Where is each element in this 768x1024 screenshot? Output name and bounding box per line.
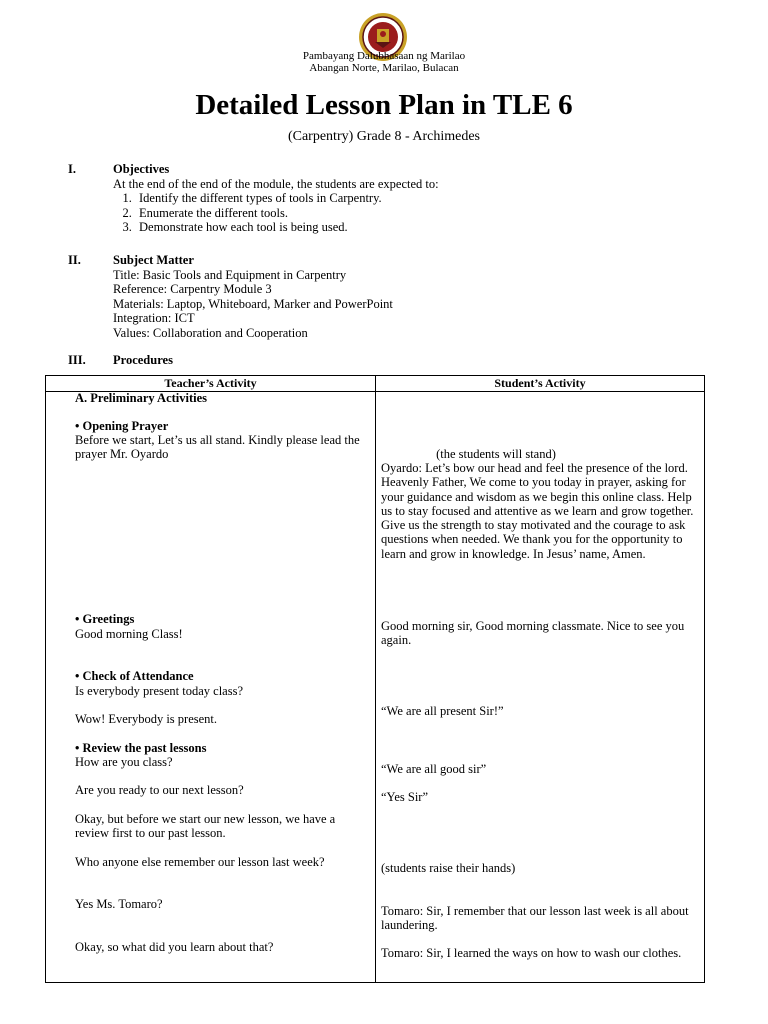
- review-yes: Yes Ms. Tomaro?: [75, 897, 163, 911]
- objectives-list: [113, 191, 728, 235]
- review-ready: Are you ready to our next lesson?: [75, 783, 244, 797]
- section-number: I.: [68, 162, 76, 176]
- oyardo-prayer: Oyardo: Let’s bow our head and feel the presence of the lord. Heavenly Father, We come to you today in prayer, asking for your guidance and wisdom as we begin this online class. Help us to stay focused and attentive as we learn and grow together. Give us the strength to stay motivated and the courage to ask questions when needed. We thank you for the opportunity to learn and grow in knowledge. In Jesus’ name, Amen.: [381, 461, 694, 561]
- document-title: Detailed Lesson Plan in TLE 6: [195, 89, 573, 121]
- students-raise-hands: (students raise their hands): [381, 861, 516, 875]
- student-activity-header: Student’s Activity: [494, 376, 586, 390]
- school-name: Pambayang Dalubhasaan ng Marilao: [302, 50, 466, 62]
- review-who: Who anyone else remember our lesson last week?: [75, 855, 325, 869]
- subject-materials-line: Materials: Laptop, Whiteboard, Marker and PowerPoint: [113, 296, 393, 311]
- objective-item: 3. Demonstrate how each tool is being used.: [135, 220, 728, 235]
- section-number: III.: [68, 353, 86, 367]
- subject-reference-line: Reference: Carpentry Module 3: [113, 282, 272, 296]
- objective-item: 2. Enumerate the different tools.: [135, 206, 728, 221]
- tomaro-answer-2: Tomaro: Sir, I learned the ways on how to wash our clothes.: [381, 946, 682, 960]
- preliminary-activities-heading: A. Preliminary Activities: [75, 391, 208, 405]
- students-good: “We are all good sir”: [381, 762, 487, 776]
- procedures-table: [45, 375, 705, 983]
- procedures-heading: Procedures: [113, 353, 173, 367]
- greetings-heading: • Greetings: [75, 612, 135, 626]
- objectives-section: [68, 162, 728, 235]
- students-yes: “Yes Sir”: [381, 790, 428, 804]
- students-greeting: Good morning sir, Good morning classmate. Nice to see you again.: [381, 619, 685, 648]
- school-address: Abangan Norte, Marilao, Bulacan: [309, 62, 459, 74]
- greetings-text: Good morning Class!: [75, 627, 183, 641]
- review-what: Okay, so what did you learn about that?: [75, 940, 274, 954]
- document-subtitle: (Carpentry) Grade 8 - Archimedes: [287, 129, 481, 144]
- review-okay: Okay, but before we start our new lesson, we have a review first to our past lesson.: [75, 812, 336, 841]
- subject-integration-line: Integration: ICT: [113, 311, 195, 325]
- objectives-heading: Objectives: [113, 162, 170, 176]
- review-how: How are you class?: [75, 755, 173, 769]
- objective-item: 1. Identify the different types of tools in Carpentry.: [135, 191, 728, 206]
- subject-matter-heading: Subject Matter: [113, 253, 194, 267]
- attendance-wow: Wow! Everybody is present.: [75, 712, 218, 726]
- opening-prayer-text: Before we start, Let’s us all stand. Kindly please lead the prayer Mr. Oyardo: [75, 433, 360, 462]
- attendance-heading: • Check of Attendance: [75, 669, 194, 683]
- objectives-intro: At the end of the end of the module, the students are expected to:: [113, 176, 439, 191]
- subject-values-line: Values: Collaboration and Cooperation: [113, 325, 308, 340]
- attendance-question: Is everybody present today class?: [75, 684, 243, 698]
- opening-prayer-heading: • Opening Prayer: [75, 419, 169, 433]
- teacher-activity-header: Teacher’s Activity: [164, 376, 257, 390]
- column-divider: [375, 376, 376, 982]
- subject-matter-section: [68, 253, 728, 340]
- tomaro-answer-1: Tomaro: Sir, I remember that our lesson last week is all about laundering.: [381, 904, 689, 933]
- students-present: “We are all present Sir!”: [381, 704, 504, 718]
- procedures-section: [68, 353, 728, 368]
- students-stand: (the students will stand): [436, 447, 556, 461]
- review-heading: • Review the past lessons: [75, 741, 207, 755]
- section-number: II.: [68, 253, 81, 267]
- subject-title-line: Title: Basic Tools and Equipment in Carpentry: [113, 267, 347, 282]
